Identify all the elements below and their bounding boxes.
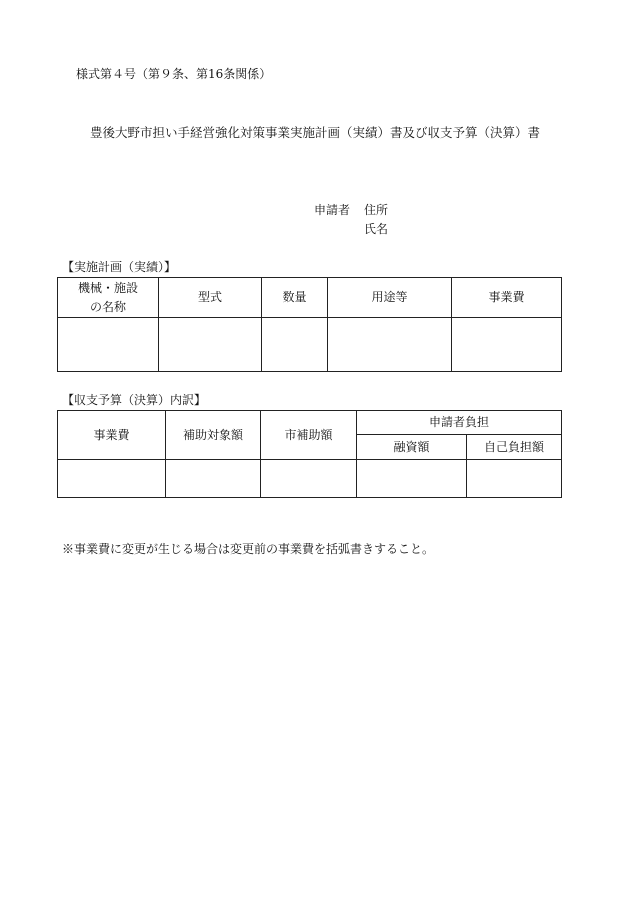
applicant-label: 申請者 [314, 203, 351, 217]
budget-header-city-subsidy: 市補助額 [261, 411, 357, 460]
budget-header-subsidy-target: 補助対象額 [166, 411, 261, 460]
budget-table-row [58, 460, 562, 498]
plan-header-purpose: 用途等 [328, 278, 452, 318]
plan-cell-model[interactable] [159, 318, 262, 372]
plan-header-equipment-name: 機械・施設の名称 [58, 278, 159, 318]
plan-cell-purpose[interactable] [328, 318, 452, 372]
plan-table-header-row [58, 278, 562, 318]
plan-cell-equipment-name[interactable] [58, 318, 159, 372]
budget-cell-loan[interactable] [357, 460, 467, 498]
plan-section-heading: 【実施計画（実績）】 [62, 260, 177, 274]
budget-table-header-row [58, 411, 562, 435]
budget-header-loan: 融資額 [357, 435, 467, 460]
budget-header-self-burden: 自己負担額 [467, 435, 562, 460]
plan-cell-project-cost[interactable] [452, 318, 562, 372]
page-title: 豊後大野市担い手経営強化対策事業実施計画（実績）書及び収支予算（決算）書 [90, 125, 541, 140]
budget-header-applicant-burden: 申請者負担 [357, 411, 562, 435]
plan-cell-quantity[interactable] [262, 318, 328, 372]
budget-section-heading: 【収支予算（決算）内訳】 [62, 393, 207, 407]
plan-header-model: 型式 [159, 278, 262, 318]
name-label: 氏名 [364, 222, 389, 236]
footnote: ※事業費に変更が生じる場合は変更前の事業費を括弧書きすること。 [62, 542, 435, 556]
budget-cell-self-burden[interactable] [467, 460, 562, 498]
plan-header-project-cost: 事業費 [452, 278, 562, 318]
address-label: 住所 [364, 203, 389, 217]
budget-cell-subsidy-target[interactable] [166, 460, 261, 498]
plan-table-row [58, 318, 562, 372]
budget-cell-project-cost[interactable] [58, 460, 166, 498]
form-number: 様式第４号（第９条、第16条関係） [76, 67, 272, 81]
budget-header-project-cost: 事業費 [58, 411, 166, 460]
budget-cell-city-subsidy[interactable] [261, 460, 357, 498]
plan-table [57, 277, 562, 372]
budget-table [57, 410, 562, 498]
plan-header-quantity: 数量 [262, 278, 328, 318]
